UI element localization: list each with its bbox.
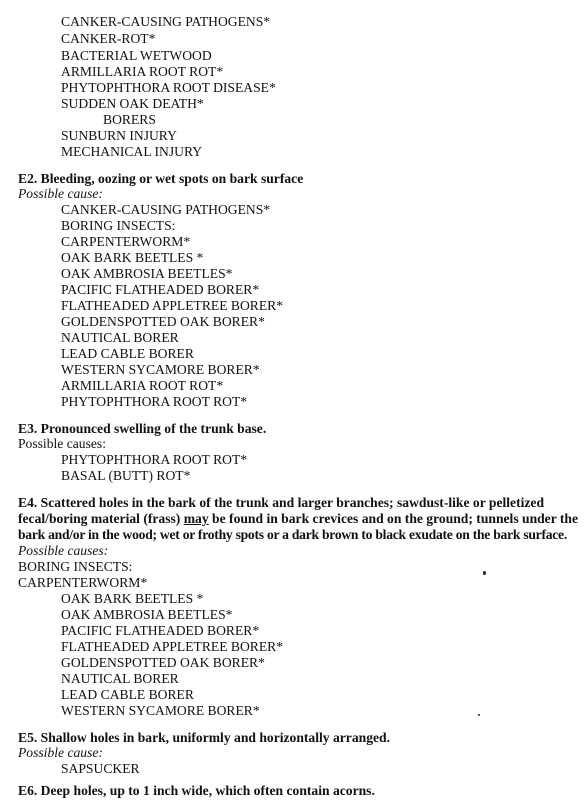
section-heading-e2: E2. Bleeding, oozing or wet spots on bark surface bbox=[18, 171, 304, 186]
heading-text: fecal/boring material (frass) bbox=[18, 511, 184, 526]
section-heading-e6: E6. Deep holes, up to 1 inch wide, which often contain acorns. bbox=[18, 783, 375, 798]
scan-speck bbox=[483, 571, 486, 575]
list-item: CANKER-CAUSING PATHOGENS* bbox=[61, 202, 271, 217]
list-item: SAPSUCKER bbox=[61, 761, 140, 776]
section-heading-e4: E4. Scattered holes in the bark of the trunk and larger branches; sawdust-like or pelletized bbox=[18, 495, 545, 510]
cause-label: Possible cause: bbox=[18, 745, 103, 760]
cause-label: Possible cause: bbox=[18, 186, 103, 201]
heading-text: be found in bark crevices and on the ground; tunnels under the bbox=[208, 511, 579, 526]
list-item: ARMILLARIA ROOT ROT* bbox=[61, 378, 224, 393]
cause-label: Possible causes: bbox=[18, 543, 109, 558]
list-item: LEAD CABLE BORER bbox=[61, 687, 194, 702]
emphasis-may: may bbox=[183, 511, 209, 526]
list-item: BASAL (BUTT) ROT* bbox=[61, 468, 191, 483]
list-item: OAK BARK BEETLES * bbox=[61, 250, 204, 265]
scan-speck bbox=[478, 714, 480, 716]
list-item: WESTERN SYCAMORE BORER* bbox=[61, 703, 260, 718]
cause-label: Possible causes: bbox=[18, 436, 106, 451]
list-item: NAUTICAL BORER bbox=[61, 330, 179, 345]
list-item: PACIFIC FLATHEADED BORER* bbox=[61, 282, 260, 297]
list-item: PHYTOPHTHORA ROOT ROT* bbox=[61, 452, 248, 467]
list-item: GOLDENSPOTTED OAK BORER* bbox=[61, 655, 265, 670]
list-item: CANKER-ROT* bbox=[61, 31, 156, 46]
list-item: SUNBURN INJURY bbox=[61, 128, 177, 143]
list-item: FLATHEADED APPLETREE BORER* bbox=[61, 298, 284, 313]
list-item: BORING INSECTS: bbox=[18, 559, 133, 574]
section-heading-e5: E5. Shallow holes in bark, uniformly and horizontally arranged. bbox=[18, 730, 390, 745]
list-item: LEAD CABLE BORER bbox=[61, 346, 194, 361]
list-item: NAUTICAL BORER bbox=[61, 671, 179, 686]
list-item: BACTERIAL WETWOOD bbox=[61, 48, 212, 63]
list-item: SUDDEN OAK DEATH* bbox=[61, 96, 204, 111]
list-item: ARMILLARIA ROOT ROT* bbox=[61, 64, 224, 79]
list-item: MECHANICAL INJURY bbox=[61, 144, 203, 159]
section-heading-e3: E3. Pronounced swelling of the trunk base. bbox=[18, 421, 267, 436]
section-heading-e4-line2 bbox=[18, 511, 578, 527]
list-item: OAK AMBROSIA BEETLES* bbox=[61, 266, 233, 281]
list-item: PHYTOPHTHORA ROOT ROT* bbox=[61, 394, 248, 409]
list-item: GOLDENSPOTTED OAK BORER* bbox=[61, 314, 265, 329]
list-item: BORING INSECTS: bbox=[61, 218, 176, 233]
list-item: CARPENTERWORM* bbox=[18, 575, 148, 590]
list-item: PHYTOPHTHORA ROOT DISEASE* bbox=[61, 80, 276, 95]
list-item: PACIFIC FLATHEADED BORER* bbox=[61, 623, 260, 638]
list-item: OAK AMBROSIA BEETLES* bbox=[61, 607, 233, 622]
list-item: WESTERN SYCAMORE BORER* bbox=[61, 362, 260, 377]
list-item: CARPENTERWORM* bbox=[61, 234, 191, 249]
list-item: FLATHEADED APPLETREE BORER* bbox=[61, 639, 284, 654]
list-item: BORERS bbox=[103, 112, 156, 127]
section-heading-e4-line3: bark and/or in the wood; wet or frothy spots or a dark brown to black exudate on the bark surface. bbox=[18, 527, 567, 542]
list-item: OAK BARK BEETLES * bbox=[61, 591, 204, 606]
list-item: CANKER-CAUSING PATHOGENS* bbox=[61, 14, 271, 29]
